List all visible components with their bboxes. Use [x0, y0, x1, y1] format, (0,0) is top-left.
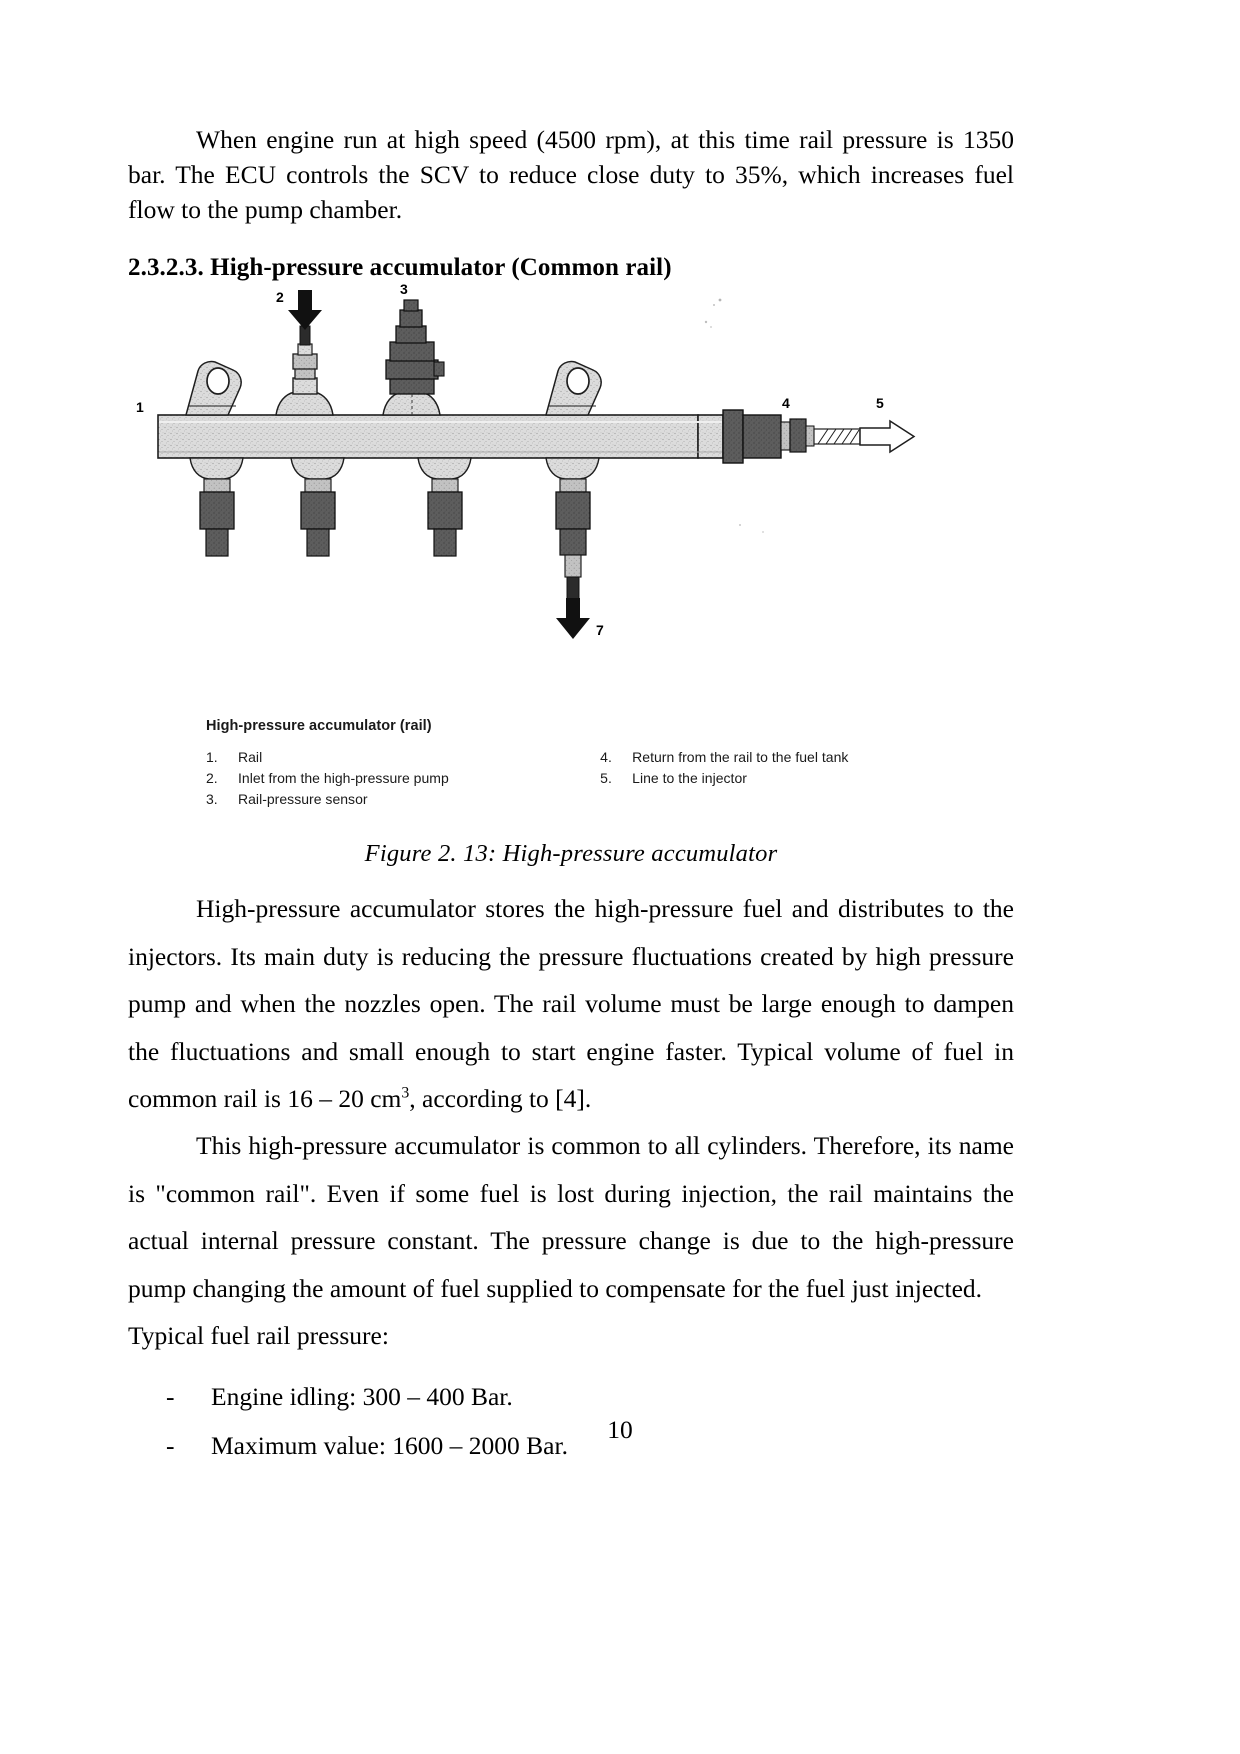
callout-7-arrow — [556, 598, 590, 639]
common-rail-diagram — [128, 282, 1014, 712]
rail-body — [158, 415, 723, 458]
figure-legend — [206, 718, 1014, 811]
section-heading: 2.3.2.3. High-pressure accumulator (Common rail) — [128, 253, 672, 281]
figure-caption: Figure 2. 13: High-pressure accumulator — [364, 840, 778, 868]
injector-outlet-3 — [418, 458, 471, 556]
legend-item — [206, 789, 600, 810]
page-content — [128, 122, 1014, 1459]
legend-item-text: Return from the rail to the fuel tank — [632, 748, 849, 765]
bullet-dash-icon: - — [166, 1381, 175, 1411]
body-paragraph-2: This high-pressure accumulator is common to all cylinders. Therefore, its name is "common rail". Even if some fuel is lost during injection, the rail maintains the actual internal pressure constant. The pressure change is due to the high-pressure pump changing the amount of fuel supplied to compensate for the fuel just injected. — [128, 1131, 1014, 1303]
intro-paragraph: When engine run at high speed (4500 rpm), at this time rail pressure is 1350 bar. The ECU controls the SCV to reduce close duty to 35%, which increases fuel flow to the pump chamber. — [128, 125, 1014, 225]
legend-item-text: Inlet from the high-pressure pump — [238, 769, 449, 786]
legend-item — [206, 768, 600, 789]
body-paragraph-1-text: High-pressure accumulator stores the high-pressure fuel and distributes to the injectors. Its main duty is reducing the pressure fluctuations created by high pressure pump and when the nozzles open. The rail volume must be large enough to dampen the fluctuations and small enough to start engine faster. Typical volume of fuel in common rail is 16 – 20 cm — [128, 894, 1014, 1114]
legend-item-number: 4. — [600, 748, 612, 765]
return-union-nut — [723, 410, 814, 463]
body-paragraph-1-tail: , according to [4]. — [409, 1084, 592, 1114]
outlet-flow-arrow — [860, 421, 914, 452]
list-item-text: Engine idling: 300 – 400 Bar. — [211, 1381, 513, 1411]
spacer — [128, 868, 1014, 885]
legend-item-number: 5. — [600, 769, 612, 786]
legend-item — [600, 768, 1014, 789]
callout-7-label: 7 — [596, 621, 604, 638]
injector-outlet-1 — [190, 458, 243, 556]
legend-item-text: Line to the injector — [632, 769, 747, 786]
legend-columns — [206, 747, 1014, 811]
callout-2-label: 2 — [276, 288, 284, 305]
callout-4-label: 4 — [782, 394, 790, 411]
legend-column-right — [600, 747, 1014, 811]
figure-image — [128, 282, 1014, 712]
list-intro: Typical fuel rail pressure: — [128, 1321, 389, 1351]
legend-item-number: 2. — [206, 769, 218, 786]
return-line-hatched — [814, 429, 860, 444]
legend-item-number: 3. — [206, 791, 218, 808]
inlet-flow-arrow — [288, 290, 322, 330]
bullet-dash-icon: - — [166, 1431, 175, 1461]
figure-block — [128, 282, 1014, 869]
callout-1-label: 1 — [136, 398, 144, 415]
spacer — [128, 228, 1014, 254]
injector-outlet-4 — [546, 458, 599, 599]
legend-column-left — [206, 747, 600, 811]
legend-item-number: 1. — [206, 748, 218, 765]
cubic-exponent: 3 — [401, 1084, 410, 1102]
inlet-port-boss — [276, 378, 333, 415]
callout-3-label: 3 — [400, 281, 408, 297]
inlet-fitting — [293, 326, 317, 379]
body-paragraph-1 — [128, 885, 1014, 1122]
legend-title: High-pressure accumulator (rail) — [206, 717, 432, 734]
mounting-bracket-left — [186, 361, 241, 415]
legend-item — [600, 747, 1014, 768]
mounting-bracket-right — [546, 361, 601, 415]
legend-item-text: Rail-pressure sensor — [238, 791, 368, 808]
legend-item-text: Rail — [238, 748, 263, 765]
injector-outlet-2 — [291, 458, 344, 556]
list-item-text: Maximum value: 1600 – 2000 Bar. — [211, 1431, 568, 1461]
legend-item — [206, 747, 600, 768]
list-item — [128, 1381, 1014, 1411]
page-number: 10 — [607, 1415, 633, 1444]
callout-5-label: 5 — [876, 394, 884, 411]
